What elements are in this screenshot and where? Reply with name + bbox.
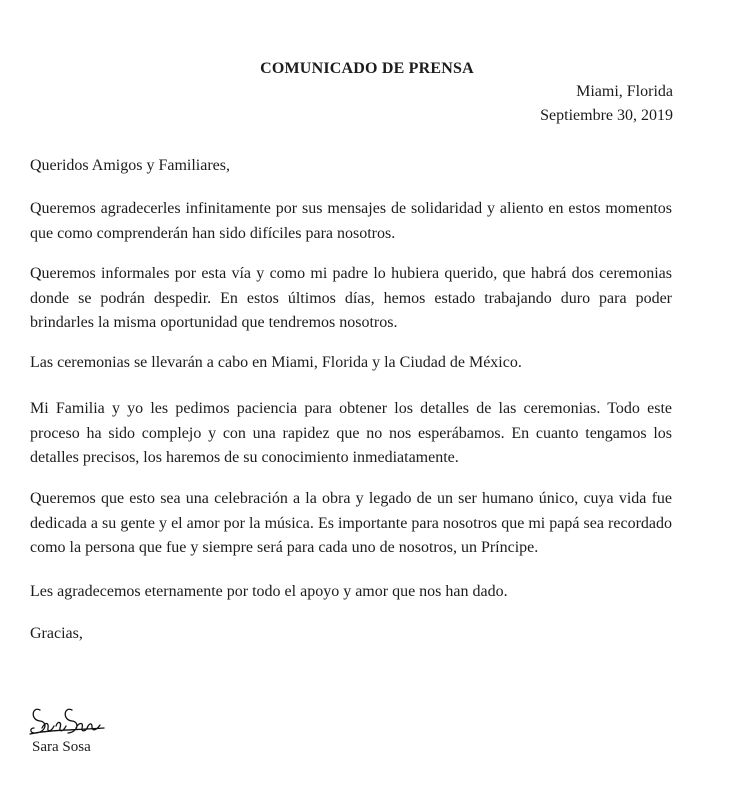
signer-name: Sara Sosa [32, 739, 91, 755]
paragraph-2: Queremos informales por esta vía y como mi padre lo hubiera querido, que habrá dos ceremonias donde se podrán despedir. En estos últimos días, hemos estado trabajando duro para poder brindarles la misma oportunidad que tendremos nosotros. [30, 265, 672, 331]
document-title: COMUNICADO DE PRENSA [260, 60, 474, 77]
signature [26, 690, 106, 738]
closing: Gracias, [30, 625, 83, 642]
paragraph-1: Queremos agradecerles infinitamente por sus mensajes de solidaridad y aliento en estos momentos que como comprenderán han sido difíciles para nosotros. [30, 200, 672, 242]
paragraph-4: Mi Familia y yo les pedimos paciencia para obtener los detalles de las ceremonias. Todo este proceso ha sido complejo y con una rapidez que no nos esperábamos. En cuanto tengamos los detalles precisos, los haremos de su conocimiento inmediatamente. [30, 400, 672, 466]
paragraph-5: Queremos que esto sea una celebración a la obra y legado de un ser humano único, cuya vida fue dedicada a su gente y el amor por la música. Es importante para nosotros que mi papá sea recordado como la persona que fue y siempre será para cada uno de nosotros, un Príncipe. [30, 490, 672, 556]
paragraph-6: Les agradecemos eternamente por todo el apoyo y amor que nos han dado. [30, 583, 508, 600]
location-city: Miami, Florida [576, 83, 673, 100]
greeting: Queridos Amigos y Familiares, [30, 157, 230, 174]
paragraph-3: Las ceremonias se llevarán a cabo en Miami, Florida y la Ciudad de México. [30, 354, 522, 371]
release-date: Septiembre 30, 2019 [540, 107, 673, 124]
